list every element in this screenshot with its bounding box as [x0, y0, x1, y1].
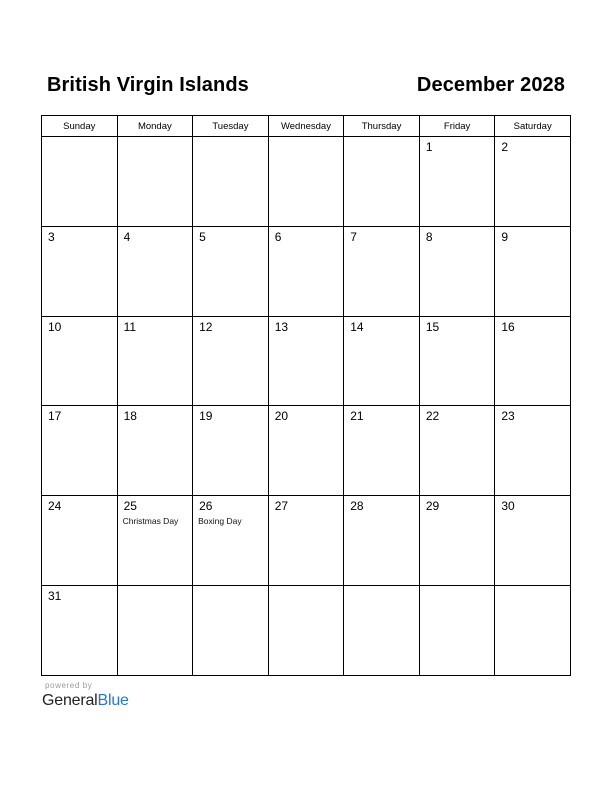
weekday-header-row	[42, 116, 571, 137]
day-cell	[42, 585, 118, 675]
day-number: 6	[274, 229, 282, 244]
empty-day-cell	[495, 585, 571, 675]
day-cell	[193, 406, 269, 496]
day-number: 19	[199, 409, 213, 424]
month-title: December 2028	[416, 73, 565, 96]
day-cell	[42, 496, 118, 586]
day-number: 2	[501, 140, 509, 154]
day-number: 16	[501, 319, 515, 334]
empty-day-cell	[193, 137, 269, 227]
day-number: 21	[350, 409, 364, 424]
day-number: 4	[123, 229, 131, 244]
day-cell	[117, 316, 193, 406]
day-number: 27	[274, 499, 289, 514]
day-cell	[193, 316, 269, 406]
week-row	[42, 316, 571, 406]
day-number: 8	[425, 229, 433, 244]
empty-day-cell	[193, 585, 269, 675]
day-cell	[495, 316, 571, 406]
day-cell	[193, 226, 269, 316]
day-cell	[344, 496, 420, 586]
week-row	[42, 406, 571, 496]
weekday-sunday: Sunday	[42, 116, 118, 137]
weekday-wednesday: Wednesday	[268, 116, 344, 137]
holiday-label: Boxing Day	[198, 516, 242, 527]
country-title: British Virgin Islands	[47, 73, 249, 96]
day-number: 9	[501, 229, 509, 244]
day-cell	[193, 496, 269, 586]
day-number: 20	[274, 409, 289, 424]
day-number: 29	[425, 499, 440, 514]
empty-day-cell	[419, 585, 495, 675]
day-number: 12	[199, 319, 213, 334]
day-cell	[419, 137, 495, 227]
day-cell	[268, 316, 344, 406]
calendar-body	[42, 137, 571, 676]
day-number: 15	[425, 319, 440, 334]
day-number: 24	[48, 499, 62, 514]
day-number: 11	[123, 319, 137, 334]
day-cell	[419, 226, 495, 316]
day-number: 23	[501, 409, 515, 424]
day-number: 1	[425, 140, 433, 154]
day-cell	[117, 406, 193, 496]
day-number: 5	[199, 229, 206, 244]
day-number: 18	[123, 409, 137, 424]
day-number: 22	[425, 409, 440, 424]
day-cell	[419, 316, 495, 406]
empty-day-cell	[344, 585, 420, 675]
day-number: 25	[123, 499, 137, 514]
day-cell	[268, 406, 344, 496]
day-cell	[117, 226, 193, 316]
empty-day-cell	[344, 137, 420, 227]
generalblue-logo	[42, 692, 129, 710]
day-cell	[42, 226, 118, 316]
day-number: 31	[48, 588, 62, 603]
empty-day-cell	[117, 137, 193, 227]
empty-day-cell	[117, 585, 193, 675]
day-cell	[117, 496, 193, 586]
day-number: 10	[48, 319, 62, 334]
day-number: 13	[274, 319, 289, 334]
week-row	[42, 226, 571, 316]
brand-footer	[42, 681, 129, 710]
day-cell	[268, 496, 344, 586]
week-row	[42, 137, 571, 227]
empty-day-cell	[268, 137, 344, 227]
day-number: 17	[48, 409, 62, 424]
day-cell	[495, 406, 571, 496]
weekday-monday: Monday	[117, 116, 193, 137]
day-number: 30	[501, 499, 515, 514]
weekday-saturday: Saturday	[495, 116, 571, 137]
day-cell	[344, 406, 420, 496]
day-cell	[495, 496, 571, 586]
day-cell	[495, 137, 571, 227]
logo-text-blue: Blue	[97, 692, 129, 709]
day-number: 7	[350, 229, 357, 244]
day-cell	[495, 226, 571, 316]
day-cell	[42, 316, 118, 406]
day-cell	[344, 316, 420, 406]
weekday-thursday: Thursday	[344, 116, 420, 137]
day-number: 26	[199, 499, 213, 514]
day-number: 3	[48, 229, 55, 244]
day-cell	[419, 496, 495, 586]
day-cell	[344, 226, 420, 316]
day-cell	[419, 406, 495, 496]
day-cell	[268, 226, 344, 316]
weekday-friday: Friday	[419, 116, 495, 137]
holiday-label: Christmas Day	[122, 516, 179, 527]
powered-by-text: powered by	[45, 681, 93, 690]
week-row	[42, 585, 571, 675]
weekday-tuesday: Tuesday	[193, 116, 269, 137]
logo-text-general: General	[42, 692, 98, 709]
calendar-header	[47, 70, 565, 100]
empty-day-cell	[42, 137, 118, 227]
week-row	[42, 496, 571, 586]
empty-day-cell	[268, 585, 344, 675]
calendar-grid	[41, 115, 571, 676]
day-cell	[42, 406, 118, 496]
day-number: 14	[350, 319, 364, 334]
day-number: 28	[350, 499, 364, 514]
